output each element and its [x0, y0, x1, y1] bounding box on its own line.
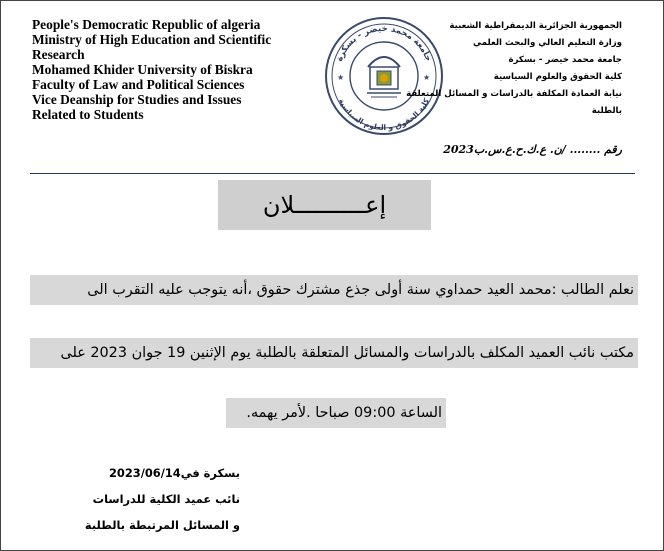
- svg-text:★: ★: [337, 73, 345, 82]
- header-english: [32, 17, 322, 122]
- header-english-line: Related to Students: [32, 107, 144, 122]
- header-arabic-line: نيابة العمادة المكلفة بالدراسات و المسائل المتعلقة: [406, 89, 622, 99]
- header-arabic-line: بالطلبة: [591, 106, 622, 116]
- header-arabic-line: جامعة محمد خيضر - بسكرة: [508, 55, 622, 65]
- header-english-line: Vice Deanship for Studies and Issues: [32, 92, 242, 107]
- header-english-line: Faculty of Law and Political Sciences: [32, 77, 245, 92]
- announcement-title: إعــــــــــلان: [262, 191, 387, 219]
- reference-number: رقم ........ /ن. ع.ك.ح.ع.س.ب2023: [443, 143, 622, 156]
- header-english-line: People's Democratic Republic of algeria: [32, 17, 261, 32]
- header-english-line: Research: [32, 47, 85, 62]
- signature-date: بسكرة في2023/06/14: [109, 466, 240, 480]
- signature-role: نائب عميد الكلية للدراسات: [92, 492, 240, 506]
- header-arabic-line: كلية الحقوق والعلوم السياسية: [493, 72, 622, 82]
- header-divider: [30, 173, 635, 174]
- header-arabic-line: الجمهورية الجزائرية الديمقراطية الشعبية: [449, 21, 622, 31]
- body-line: الساعة 09:00 صباحا .لأمر يهمه.: [226, 398, 446, 428]
- seal-top-text: جامعة محمد خيضر - بسكرة: [334, 23, 434, 63]
- header-arabic: [402, 18, 622, 120]
- header-english-line: Mohamed Khider University of Biskra: [32, 62, 253, 77]
- body-line: مكتب نائب العميد المكلف بالدراسات والمسائل المتعلقة بالطلبة يوم الإثنين 19 جوان 2023 على: [30, 338, 638, 368]
- header-arabic-line: وزارة التعليم العالي والبحث العلمي: [473, 38, 622, 48]
- svg-text:★: ★: [423, 73, 431, 82]
- signature-role: و المسائل المرتبطة بالطلبة: [84, 518, 240, 532]
- seal-bottom-text: كلية الحقوق و العلوم السياسية: [336, 96, 432, 133]
- body-line: نعلم الطالب :محمد العيد حمداوي سنة أولى جذع مشترك حقوق ،أنه يتوجب عليه التقرب الى: [30, 275, 638, 305]
- signature-block: [40, 460, 240, 538]
- header-english-line: Ministry of High Education and Scientific: [32, 32, 272, 47]
